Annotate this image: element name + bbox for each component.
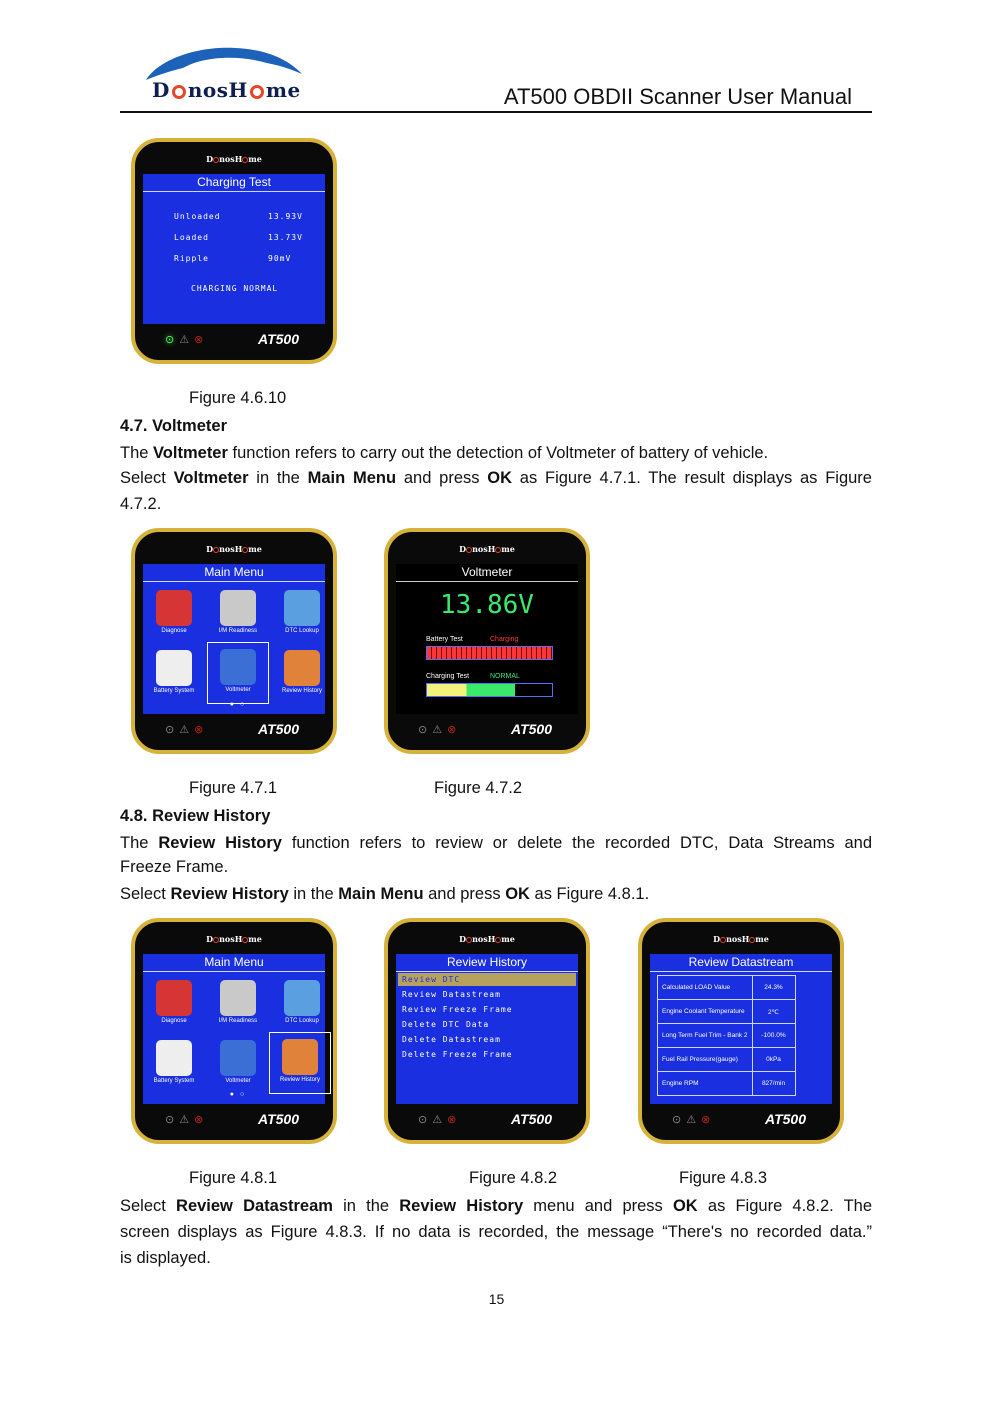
warning-icon: ⚠ [179, 334, 190, 346]
figure-caption: Figure 4.8.2 [469, 1169, 558, 1187]
paragraph: screen displays as Figure 4.8.3. If no data is recorded, the message “There's no recorded data.” [120, 1223, 872, 1241]
document-title: AT500 OBDII Scanner User Manual [503, 84, 852, 109]
row-value: 90mV [268, 254, 292, 263]
table-row: Long Term Fuel Trim - Bank 2 -100.0% [658, 1024, 796, 1048]
menu-grid [143, 584, 333, 712]
menu-item-voltmeter[interactable]: Voltmeter [207, 642, 269, 704]
battery-test-status: Charging [490, 636, 519, 643]
device-logo: D nosH me [459, 934, 515, 944]
charging-test-label: Charging Test [426, 673, 470, 680]
screen-title: Review Datastream [650, 954, 832, 972]
device-review-datastream [638, 918, 844, 1144]
table-row: Calculated LOAD Value 24.3% [658, 976, 796, 1000]
device-main-menu-review [131, 918, 337, 1144]
warning-icon: ⚠ [432, 724, 443, 736]
error-circle-icon: ⊗ [447, 724, 457, 736]
paragraph: 4.7.2. [120, 495, 162, 513]
device-charging-test [131, 138, 337, 364]
screen-title: Review History [396, 954, 578, 972]
device-logo: D nosH me [206, 154, 262, 164]
row-value: 13.93V [268, 212, 303, 221]
section-heading: 4.7. Voltmeter [120, 417, 227, 435]
table-row: Fuel Rail Pressure(gauge) 0kPa [658, 1048, 796, 1072]
car-icon [156, 590, 192, 626]
screen-title: Voltmeter [396, 564, 578, 582]
device-review-history [384, 918, 590, 1144]
menu-item-voltmeter[interactable]: Voltmeter [207, 1034, 269, 1096]
list-item[interactable]: Delete Datastream [402, 1035, 501, 1044]
voltage-reading: 13.86V [440, 590, 534, 620]
row-value: 13.73V [268, 233, 303, 242]
device-screen [143, 564, 325, 714]
page-number: 15 [488, 1291, 505, 1307]
device-screen [143, 954, 325, 1104]
page-indicator: ● ○ [229, 701, 247, 708]
status-lights [672, 1113, 715, 1126]
status-lights [418, 723, 461, 736]
device-model: AT500 [258, 1111, 299, 1127]
check-circle-icon: ⊙ [672, 1114, 682, 1126]
car-icon [156, 980, 192, 1016]
figure-caption: Figure 4.8.1 [189, 1169, 278, 1187]
menu-item-review-history[interactable]: Review History [271, 644, 333, 706]
device-screen [143, 174, 325, 324]
section-heading: 4.8. Review History [120, 807, 271, 825]
row-label: Ripple [174, 254, 209, 263]
menu-item-battery-system[interactable]: Battery System [143, 644, 205, 706]
battery-level-bar [426, 646, 553, 660]
menu-grid [143, 974, 333, 1102]
check-circle-icon: ⊙ [418, 1114, 428, 1126]
meter-icon [220, 1040, 256, 1076]
status-lights [418, 1113, 461, 1126]
paragraph: is displayed. [120, 1249, 211, 1267]
device-screen [650, 954, 832, 1104]
magnifier-icon [284, 590, 320, 626]
device-model: AT500 [258, 331, 299, 347]
datastream-table [657, 975, 796, 1096]
figure-caption: Figure 4.6.10 [189, 389, 287, 407]
paragraph: Select Voltmeter in the Main Menu and press OK as Figure 4.7.1. The result displays as Figure [120, 469, 872, 487]
list-item[interactable]: Delete DTC Data [402, 1020, 490, 1029]
device-logo: D nosH me [206, 934, 262, 944]
screen-title: Main Menu [143, 954, 325, 972]
battery-icon [156, 650, 192, 686]
device-main-menu [131, 528, 337, 754]
folder-icon [282, 1039, 318, 1075]
paragraph: Freeze Frame. [120, 858, 229, 876]
row-label: Unloaded [174, 212, 221, 221]
device-model: AT500 [765, 1111, 806, 1127]
menu-item-dtc-lookup[interactable]: DTC Lookup [271, 584, 333, 646]
paragraph: The Voltmeter function refers to carry out the detection of Voltmeter of battery of vehicle. [120, 444, 769, 462]
battery-icon [156, 1040, 192, 1076]
status-lights [165, 723, 208, 736]
error-circle-icon: ⊗ [447, 1114, 457, 1126]
menu-item-diagnose[interactable]: Diagnose [143, 974, 205, 1036]
device-model: AT500 [511, 1111, 552, 1127]
figure-caption: Figure 4.7.2 [434, 779, 523, 797]
menu-item-dtc-lookup[interactable]: DTC Lookup [271, 974, 333, 1036]
error-circle-icon: ⊗ [194, 334, 204, 346]
device-logo: D nosH me [459, 544, 515, 554]
figure-caption: Figure 4.8.3 [679, 1169, 768, 1187]
charging-level-bar [426, 683, 553, 697]
magnifier-icon [284, 980, 320, 1016]
logo-o-icon [250, 85, 264, 99]
error-circle-icon: ⊗ [701, 1114, 711, 1126]
device-screen [396, 954, 578, 1104]
paragraph: Select Review History in the Main Menu and press OK as Figure 4.8.1. [120, 885, 650, 903]
device-model: AT500 [511, 721, 552, 737]
paragraph: Select Review Datastream in the Review History menu and press OK as Figure 4.8.2. The [120, 1197, 873, 1215]
figure-caption: Figure 4.7.1 [189, 779, 278, 797]
table-row: Engine Coolant Temperature 2℃ [658, 1000, 796, 1024]
page-indicator: ● ○ [229, 1091, 247, 1098]
status-lights [165, 333, 208, 346]
warning-icon: ⚠ [686, 1114, 697, 1126]
wrench-icon [220, 590, 256, 626]
menu-item-review-history[interactable]: Review History [269, 1032, 331, 1094]
meter-icon [220, 649, 256, 685]
check-circle-icon: ⊙ [165, 334, 175, 346]
list-item[interactable]: Delete Freeze Frame [402, 1050, 513, 1059]
menu-item-battery-system[interactable]: Battery System [143, 1034, 205, 1096]
paragraph: The Review History function refers to review or delete the recorded DTC, Data Streams and [120, 834, 872, 852]
menu-item-im-readiness[interactable]: I/M Readiness [207, 584, 269, 646]
row-label: Loaded [174, 233, 209, 242]
screen-title: Charging Test [143, 174, 325, 192]
logo-o-icon [172, 85, 186, 99]
error-circle-icon: ⊗ [194, 1114, 204, 1126]
header-rule [120, 111, 872, 113]
warning-icon: ⚠ [179, 1114, 190, 1126]
device-voltmeter [384, 528, 590, 754]
charging-test-status: NORMAL [490, 673, 520, 680]
brand-logo [140, 40, 305, 106]
table-row: Engine RPM 827/min [658, 1072, 796, 1096]
check-circle-icon: ⊙ [165, 1114, 175, 1126]
brand-wordmark: D nosH me [152, 78, 301, 102]
screen-title: Main Menu [143, 564, 325, 582]
menu-item-im-readiness[interactable]: I/M Readiness [207, 974, 269, 1036]
warning-icon: ⚠ [432, 1114, 443, 1126]
check-circle-icon: ⊙ [165, 724, 175, 736]
list-item[interactable]: Review Freeze Frame [402, 1005, 513, 1014]
charging-status: CHARGING NORMAL [191, 284, 279, 293]
folder-icon [284, 650, 320, 686]
device-logo: D nosH me [206, 544, 262, 554]
check-circle-icon: ⊙ [418, 724, 428, 736]
error-circle-icon: ⊗ [194, 724, 204, 736]
list-item[interactable]: Review Datastream [402, 990, 501, 999]
status-lights [165, 1113, 208, 1126]
menu-item-diagnose[interactable]: Diagnose [143, 584, 205, 646]
device-model: AT500 [258, 721, 299, 737]
battery-test-label: Battery Test [426, 636, 463, 643]
list-item[interactable]: Review DTC [398, 973, 576, 986]
wrench-icon [220, 980, 256, 1016]
warning-icon: ⚠ [179, 724, 190, 736]
device-screen [396, 564, 578, 714]
device-logo: D nosH me [713, 934, 769, 944]
